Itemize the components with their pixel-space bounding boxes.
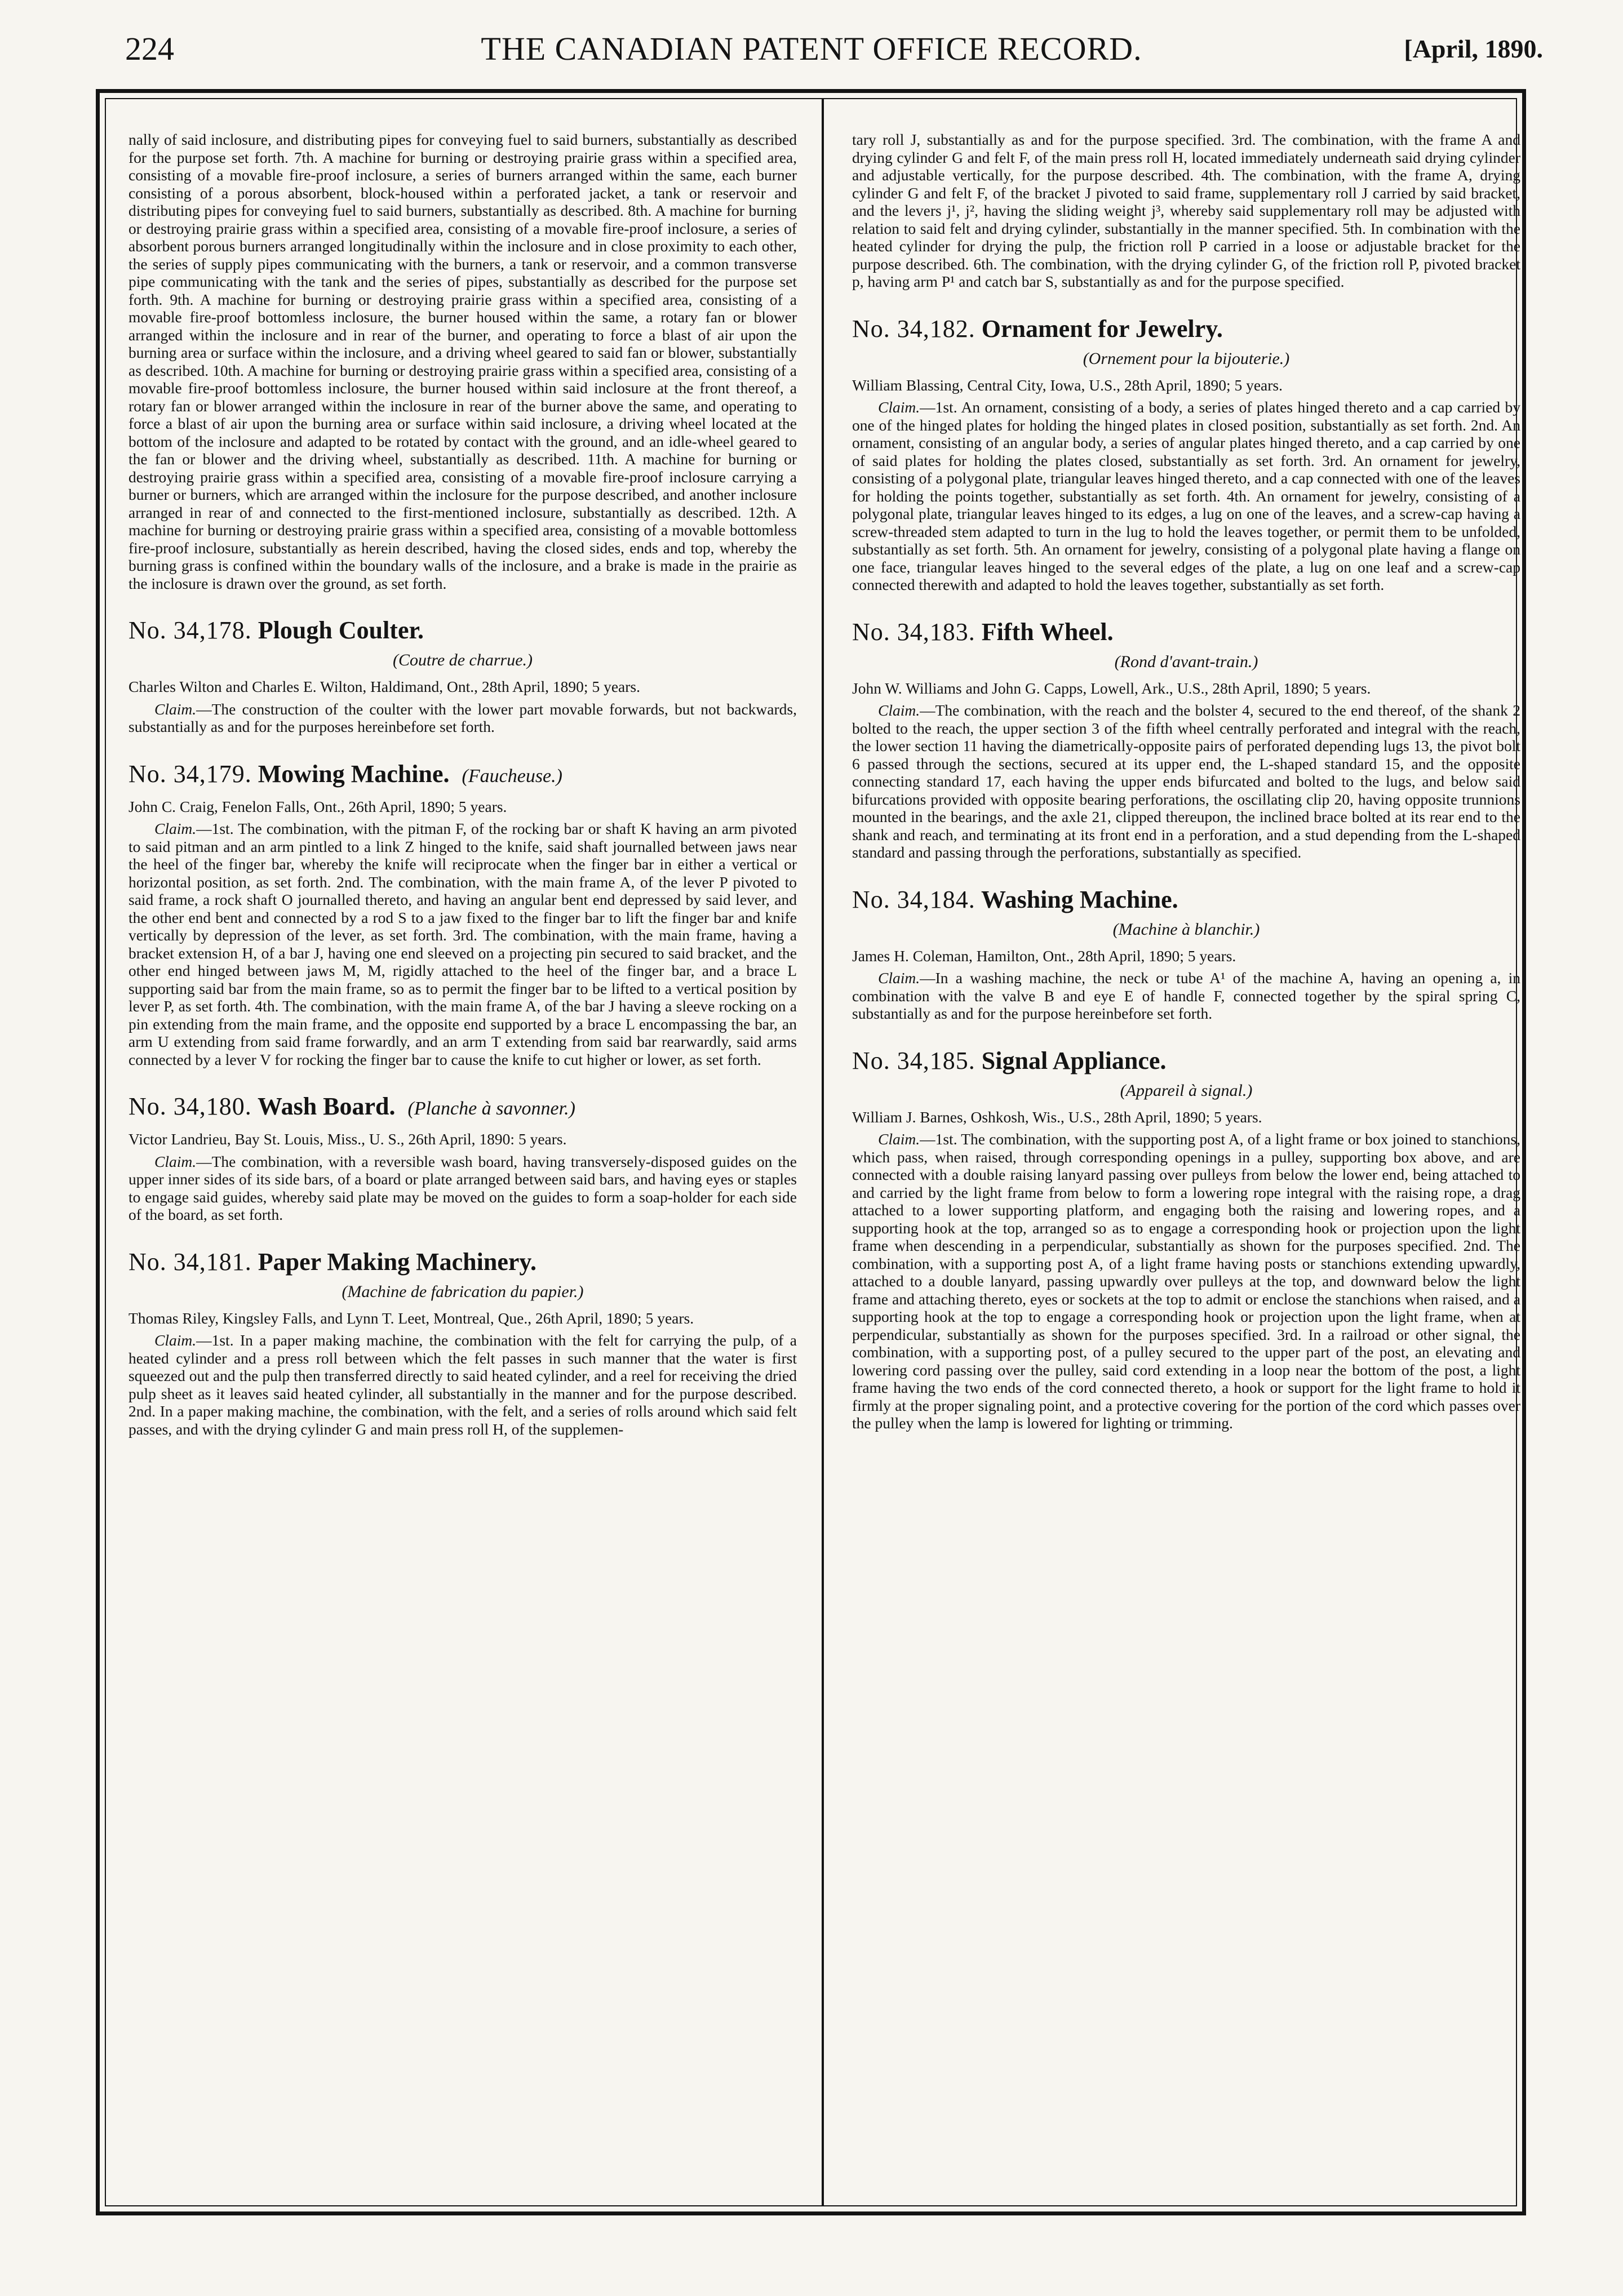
french-title: (Faucheuse.) [462, 765, 562, 787]
inventor-line: Victor Landrieu, Bay St. Louis, Miss., U. S., 26th April, 1890: 5 years. [128, 1130, 567, 1148]
entry-heading [128, 758, 797, 792]
inventor-line: James H. Coleman, Hamilton, Ont., 28th April, 1890; 5 years. [852, 947, 1236, 965]
claim-label: Claim. [878, 398, 920, 416]
claim-text [852, 398, 1520, 594]
claim-label: Claim. [154, 1331, 197, 1349]
right-column [852, 131, 1520, 2187]
patent-title: Plough Coulter. [258, 616, 424, 644]
claim-label: Claim. [154, 1152, 197, 1170]
french-title: (Planche à savonner.) [407, 1098, 575, 1119]
patent-title: Paper Making Machinery. [258, 1247, 536, 1276]
page-number: 224 [125, 30, 174, 67]
claim-label: Claim. [154, 700, 197, 718]
patent-number: No. 34,180. [128, 1093, 252, 1120]
french-title: (Coutre de charrue.) [393, 651, 533, 669]
patent-entry-34183 [852, 616, 1520, 861]
claim-text [128, 700, 797, 736]
patent-number: No. 34,185. [852, 1046, 975, 1074]
left-column [128, 131, 797, 2187]
patent-entry-34182 [852, 313, 1520, 594]
claim-text [852, 1130, 1520, 1432]
entry-heading [128, 1091, 797, 1125]
claim-text [128, 1331, 797, 1438]
patent-number: No. 34,182. [852, 314, 975, 343]
claim-body: —1st. The combination, with the pitman F, of the rocking bar or shaft K having an arm pivoted to said pitman and an arm pintled to a link Z hinged to the knife, said shaft journalled between jaws near the heel of the finger bar, whereby the knife will reciprocate when the finger bar in either a vertical or horizontal position, as set forth. 2nd. The combination, with the main frame A, of the lever P pivoted to said frame, a rock shaft O journalled thereto, and having an angular bent end depressed by said lever, and the other end bent and connected by a rod S to a jaw fixed to the finger bar to lift the finger bar and knife vertically by depression of the lever, as set forth. 3rd. The combination, with the main frame, having a bracket extension H, of a bar J, having one end sleeved on a projecting pin secured to said bracket, and the other end hinged between jaws M, M, rigidly attached to the heel of the finger bar, and a brace L supporting said bar from the main frame, so as to permit the finger bar to be lifted to a vertical position by lever P, as set forth. 4th. The combination, with the main frame A, of the bar J having a sleeve rocking on a pin extending from the main frame, and the opposite end supported by a brace L encompassing the bar, an arm U extending from said frame forwardly, and an arm T extending from said bar rearwardly, said arms connected by a lever V for rocking the finger bar to cause the knife to cut higher or lower, as set forth. [128, 820, 797, 1068]
french-title: (Machine de fabrication du papier.) [342, 1282, 584, 1301]
patent-title: Washing Machine. [981, 885, 1178, 913]
patent-entry-34181 [128, 1246, 797, 1438]
claim-text [128, 1153, 797, 1224]
patent-entry-34178 [128, 615, 797, 736]
french-title: (Machine à blanchir.) [1112, 920, 1260, 939]
entry-heading [852, 884, 1520, 916]
continued-claims-text: nally of said inclosure, and distributing pipes for conveying fuel to said burners, substantially as described for the purpose set forth. 7th. A machine for burning or destroying prairie grass within a specified area, consisting of a movable fire-proof inclosure, a series of burners arranged within the same, each burner consisting of a porous absorbent, block-housed within a perforated jacket, a tank or reservoir and distributing pipes for conveying fuel to said burners, substantially as described. 8th. A machine for burning or destroying prairie grass within a specified area, consisting of a movable fire-proof inclosure, a series of absorbent porous burners arranged longitudinally within the inclosure and in close proximity to each other, the series of supply pipes communicating with the burners, a tank or reservoir, and a common transverse pipe communicating with the tank and the series of pipes, substantially as described for the purpose set forth. 9th. A machine for burning or destroying prairie grass within a specified area, consisting of a movable fire-proof bottomless inclosure, the burner housed within the same, a rotary fan or blower arranged within the inclosure and in rear of the burner, and operating to force a blast of air upon the burning area or surface within the inclosure, and a driving wheel geared to said fan or blower, substantially as described. 10th. A machine for burning or destroying prairie grass within a specified area, consisting of a movable fire-proof bottomless inclosure, the burner housed within said inclosure at the front thereof, a rotary fan or blower arranged within the inclosure in rear of the burner above the same, and operating to force a blast of air upon the burning area or surface within said inclosure, a driving wheel located at the bottom of the inclosure and adapted to be rotated by contact with the ground, and an idle-wheel geared to the fan or blower and the driving wheel, substantially as described. 11th. A machine for burning or destroying prairie grass within a specified area, consisting of a movable fire-proof inclosure carrying a burner or burners, which are arranged within the inclosure for the purpose described, and another inclosure arranged in rear of and connected to the first-mentioned inclosure, substantially as described. 12th. A machine for burning or destroying prairie grass within a specified area, consisting of a movable bottomless fire-proof inclosure, substantially as herein described, having the closed sides, ends and top, whereby the burning grass is confined within the boundary walls of the inclosure, and a brake is made in the prairie as the inclosure is drawn over the ground, as set forth. [128, 131, 797, 592]
journal-title: THE CANADIAN PATENT OFFICE RECORD. [481, 30, 1142, 67]
claim-text [852, 701, 1520, 861]
patent-number: No. 34,181. [128, 1247, 252, 1276]
french-title: (Rond d'avant-train.) [1114, 652, 1258, 671]
patent-entry-34180 [128, 1091, 797, 1224]
french-title: (Ornement pour la bijouterie.) [1083, 349, 1290, 368]
entry-heading [852, 1045, 1520, 1077]
claim-text [852, 969, 1520, 1023]
patent-entry-34185 [852, 1045, 1520, 1432]
patent-number: No. 34,183. [852, 618, 975, 646]
claim-text [128, 820, 797, 1068]
claim-body: —The combination, with the reach and the bolster 4, secured to the end thereof, of the shank 2 bolted to the reach, the upper section 3 of the fifth wheel centrally perforated and integral with the reach, the lower section 11 having the diametrically-opposite pairs of perforated depending lugs 13, the pivot bolt 6 passed through the sections, secured at its upper end, the L-shaped standard 15, and the opposite connecting standard 17, each having the upper ends bifurcated and bolted to the lugs, and below said bifurcations provided with opposite bearing perforations, the oscillating clip 20, having opposite trunnions mounted in the bearings, and the axle 21, clipped thereupon, the inclined brace bolted at its rear end to the shank and reach, and terminating at its front end in a perforation, and a stud depending from the L-shaped standard and passing through the perforations, substantially as specified. [852, 701, 1520, 861]
patent-entry-34179 [128, 758, 797, 1069]
inventor-line: Charles Wilton and Charles E. Wilton, Haldimand, Ont., 28th April, 1890; 5 years. [128, 678, 640, 695]
claim-body: —1st. The combination, with the supporting post A, of a light frame or box joined to stanchions, which pass, when raised, through corresponding openings in a pulley, supporting box above, and are connected with a double raising lanyard passing over pulleys from below the lower end, being attached to and carried by the light frame from below to form a lowering rope integral with the raising rope, a drag attached to a lower supporting platform, and engaging both the raising and lowering ropes, and a supporting hook at the top, arranged so as to engage a corresponding hook or projection upon the light frame when descending in a perpendicular, substantially as shown for the purposes specified. 2nd. The combination, with a supporting post A, of a light frame having posts or stanchions extending upwardly, attached to a double lanyard, passing upwardly over pulleys at the top, and downward below the light frame and attaching thereto, eyes or sockets at the top to admit or enclose the stanchions when raised, and a supporting hook at the top to engage a corresponding hook or projection upon the light frame, when at perpendicular, substantially as shown for the purposes specified. 3rd. In a railroad or other signal, the combination, with a supporting post, of a pulley secured to the upper part of the post, an elevating and lowering cord passing over the pulley, said cord extending in a loop near the bottom of the post, a light frame having the two ends of the cord connected thereto, a hook or support for the light frame to hold it firmly at the proper signaling point, and a protective covering for the portion of the cord which passes over the pulley when the lamp is lowered for lighting or trimming. [852, 1130, 1520, 1432]
french-title: (Appareil à signal.) [1120, 1081, 1253, 1100]
patent-title: Signal Appliance. [981, 1046, 1167, 1074]
claim-label: Claim. [154, 820, 197, 837]
entry-heading [128, 1246, 797, 1278]
entry-heading [128, 615, 797, 646]
patent-number: No. 34,178. [128, 616, 252, 644]
claim-body: —In a washing machine, the neck or tube A¹ of the machine A, having an opening a, in combination with the valve B and eye E of handle F, connected together by the spiral spring C, substantially as and for the purpose hereinbefore set forth. [852, 969, 1520, 1022]
inventor-line: William J. Barnes, Oshkosh, Wis., U.S., 28th April, 1890; 5 years. [852, 1108, 1262, 1126]
inventor-line: John C. Craig, Fenelon Falls, Ont., 26th April, 1890; 5 years. [128, 797, 507, 815]
continued-claims-text: tary roll J, substantially as and for the purpose specified. 3rd. The combination, with the frame A and drying cylinder G and felt F, of the main press roll H, located immediately underneath said drying cylinder and adjustable vertically, for the purpose described. 4th. The combination, with the frame A, drying cylinder G and felt F, of the bracket J pivoted to said frame, supplementary roll J carried by said bracket, and the levers j¹, j², having the sliding weight j³, whereby said supplementary roll may be adjusted with relation to said felt and drying cylinder, substantially in the manner specified. 5th. In combination with the heated cylinder for drying the pulp, the friction roll P carried in a loose or adjustable bracket for the purpose described. 6th. The combination, with the drying cylinder G, of the friction roll P, pivoted bracket p, having arm P¹ and catch bar S, substantially as and for the purpose specified. [852, 131, 1520, 290]
claim-body: —1st. An ornament, consisting of a body, a series of plates hinged thereto and a cap carried by one of the hinged plates for holding the hinged plates in closed position, substantially as set forth. 2nd. An ornament, consisting of an angular body, a series of angular plates hinged thereto, and a cap carried by one of said plates for holding the plates closed, substantially as set forth. 3rd. An ornament for jewelry, consisting of a polygonal plate, triangular leaves hinged thereto, and a cap connected with one of the leaves for holding the points together, substantially as set forth. 4th. An ornament for jewelry, consisting of a polygonal plate, triangular leaves hinged to its edges, a lug on one of the leaves, and a screw-cap having a screw-threaded stem adapted to turn in the lug to hold the leaves together, or permit them to be unfolded, substantially as set forth. 5th. An ornament for jewelry, consisting of a polygonal plate having a flange on one face, triangular leaves hinged to the several edges of the plate, a lug on one leaf and a screw-cap connected therewith and adapted to hold the leaves together, substantially as set forth. [852, 398, 1520, 593]
column-divider [822, 99, 824, 2205]
entry-heading [852, 313, 1520, 345]
claim-label: Claim. [878, 701, 920, 719]
patent-title: Ornament for Jewelry. [981, 314, 1223, 343]
patent-number: No. 34,179. [128, 760, 252, 788]
inventor-line: William Blassing, Central City, Iowa, U.S., 28th April, 1890; 5 years. [852, 376, 1283, 394]
page-header [0, 29, 1623, 69]
patent-number: No. 34,184. [852, 885, 975, 913]
patent-entry-34184 [852, 884, 1520, 1023]
patent-title: Mowing Machine. [258, 760, 450, 788]
issue-date: [April, 1890. [1404, 34, 1543, 63]
claim-body: —1st. In a paper making machine, the combination with the felt for carrying the pulp, of a heated cylinder and a press roll between which the felt passes in such manner that the water is first squeezed out and the pulp then transferred directly to said heated cylinder, and a reel for receiving the dried pulp sheet as it leaves said heated cylinder, all substantially in the manner and for the purpose described. 2nd. In a paper making machine, the combination, with the felt, and a series of rolls around which said felt passes, and with the drying cylinder G and main press roll H, of the supplemen- [128, 1331, 797, 1438]
inventor-line: John W. Williams and John G. Capps, Lowell, Ark., U.S., 28th April, 1890; 5 years. [852, 679, 1371, 697]
inventor-line: Thomas Riley, Kingsley Falls, and Lynn T. Leet, Montreal, Que., 26th April, 1890; 5 years. [128, 1309, 694, 1327]
claim-label: Claim. [878, 969, 920, 987]
patent-title: Wash Board. [258, 1093, 396, 1120]
claim-body: —The combination, with a reversible wash board, having transversely-disposed guides on the upper inner sides of its side bars, of a board or plate arranged between said bars, and having eyes or staples to engage said guides, whereby said plate may be moved on the guides to form a soap-holder for each side of the board, as set forth. [128, 1152, 797, 1223]
claim-label: Claim. [878, 1130, 920, 1148]
entry-heading [852, 616, 1520, 648]
patent-title: Fifth Wheel. [981, 618, 1114, 646]
claim-body: —The construction of the coulter with the lower part movable forwards, but not backwards, substantially as and for the purposes hereinbefore set forth. [128, 700, 797, 735]
